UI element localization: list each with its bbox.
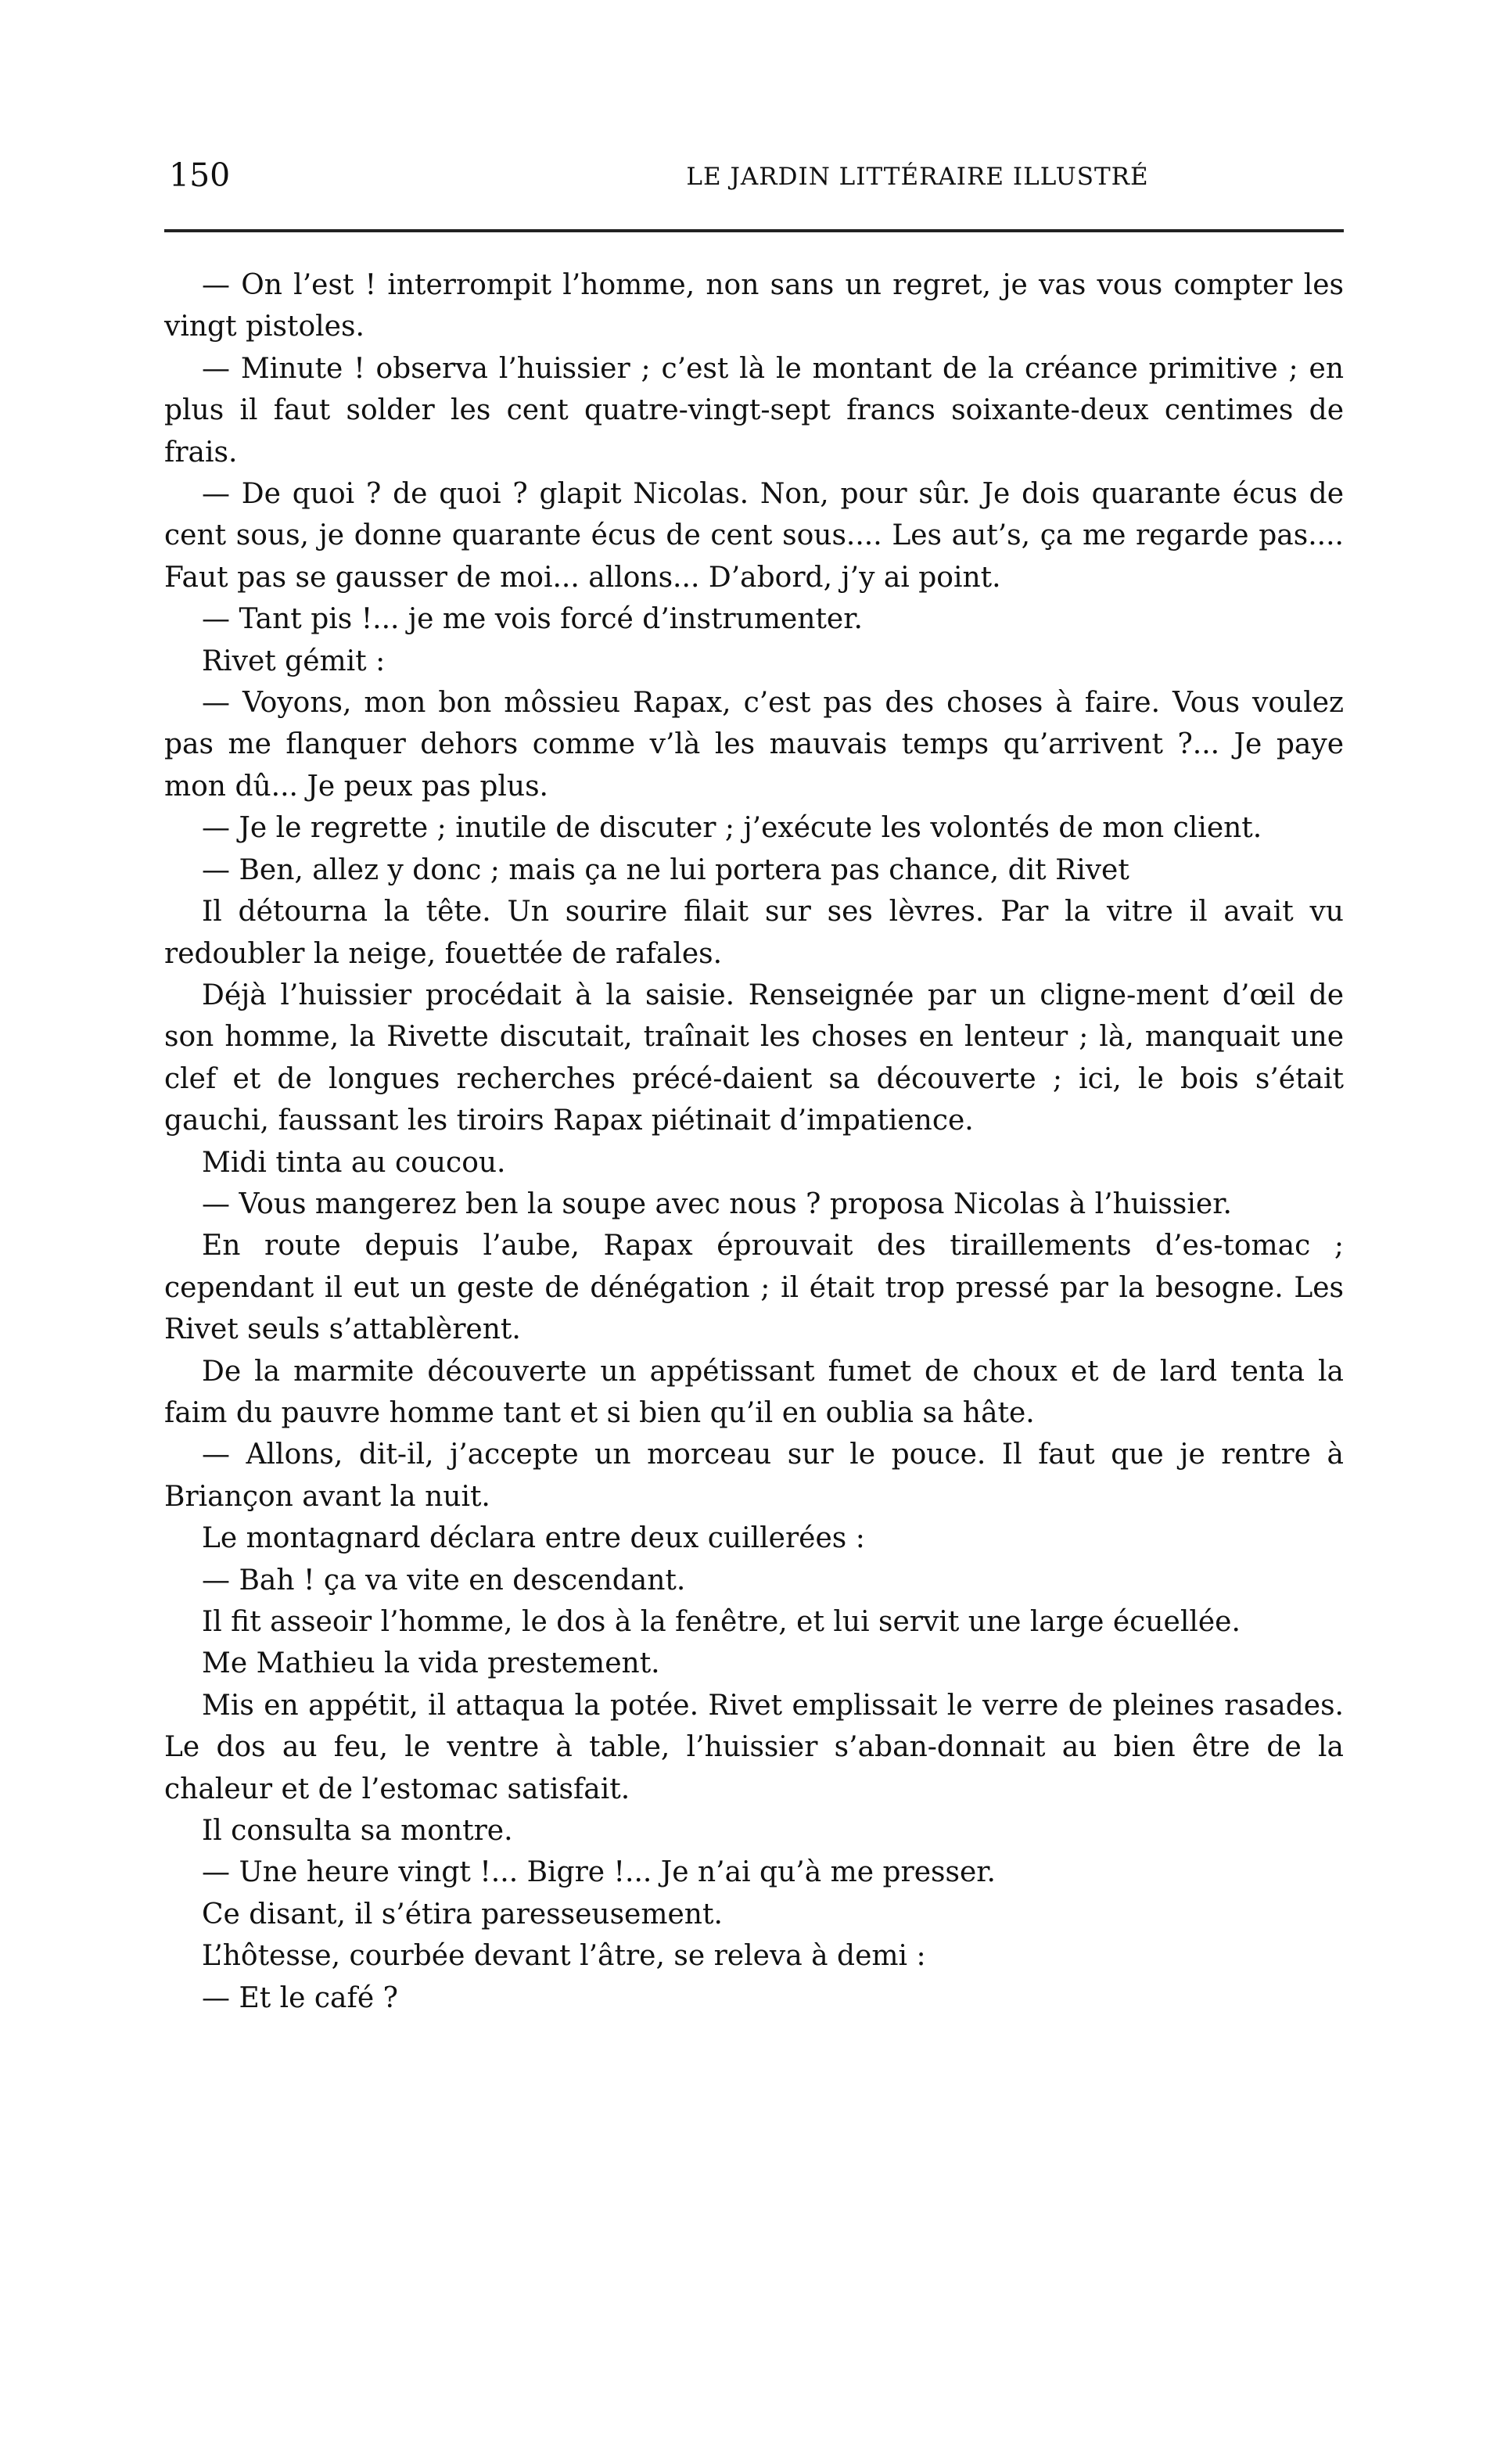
paragraph: — Bah ! ça va vite en descendant.	[202, 1564, 686, 1597]
paragraph: Me Mathieu la vida prestement.	[202, 1647, 660, 1680]
paragraph: Il fit asseoir l’homme, le dos à la fenêtre, et lui servit une large écuellée.	[202, 1606, 1241, 1638]
paragraph: Le montagnard déclara entre deux cuillerées :	[202, 1522, 865, 1555]
paragraph: — Ben, allez y donc ; mais ça ne lui portera pas chance, dit Rivet	[202, 853, 1129, 886]
paragraph: Déjà l’huissier procédait à la saisie. Renseignée par un cligne-ment d’œil de son homme, la Rivette discutait, traînait les choses en lenteur ; là, manquait une clef et de longues recherches précé-daient sa découverte ; ici, le bois s’était gauchi, faussant les tiroirs Rapax piétinait d’impatience.	[164, 979, 1344, 1137]
paragraph: Rivet gémit :	[202, 645, 386, 677]
paragraph: Midi tinta au coucou.	[202, 1146, 506, 1179]
paragraph: — De quoi ? de quoi ? glapit Nicolas. Non, pour sûr. Je dois quarante écus de cent sous, je donne quarante écus de cent sous.... Les aut’s, ça me regarde pas.... Faut pas se gausser de moi... allons... D’abord, j’y ai point.	[164, 478, 1344, 594]
paragraph: Mis en appétit, il attaqua la potée. Rivet emplissait le verre de pleines rasades. Le dos au feu, le ventre à table, l’huissier s’aban-donnait au bien être de la chaleur et de l’estomac satisfait.	[164, 1689, 1344, 1805]
paragraph: — Allons, dit-il, j’accepte un morceau sur le pouce. Il faut que je rentre à Briançon avant la nuit.	[164, 1439, 1344, 1513]
paragraph: — Et le café ?	[202, 1981, 398, 2014]
paragraph: Il consulta sa montre.	[202, 1815, 513, 1848]
page-number: 150	[169, 156, 231, 194]
paragraph: Ce disant, il s’étira paresseusement.	[202, 1898, 723, 1931]
paragraph: — Je le regrette ; inutile de discuter ; j’exécute les volontés de mon client.	[202, 812, 1262, 845]
header-rule	[164, 229, 1344, 232]
paragraph: — Voyons, mon bon môssieu Rapax, c’est pas des choses à faire. Vous voulez pas me flanquer dehors comme v’là les mauvais temps qu’arrivent ?... Je paye mon dû... Je peux pas plus.	[164, 687, 1344, 803]
paragraph: — On l’est ! interrompit l’homme, non sans un regret, je vas vous compter les vingt pistoles.	[164, 269, 1344, 343]
paragraph: — Tant pis !... je me vois forcé d’instrumenter.	[202, 603, 863, 636]
paragraph: Il détourna la tête. Un sourire filait sur ses lèvres. Par la vitre il avait vu redoubler la neige, fouettée de rafales.	[164, 896, 1344, 970]
paragraph: — Vous mangerez ben la soupe avec nous ? proposa Nicolas à l’huissier.	[202, 1187, 1232, 1220]
paragraph: En route depuis l’aube, Rapax éprouvait des tiraillements d’es-tomac ; cependant il eut un geste de dénégation ; il était trop pressé par la besogne. Les Rivet seuls s’attablèrent.	[164, 1230, 1344, 1346]
paragraph: — Minute ! observa l’huissier ; c’est là le montant de la créance primitive ; en plus il faut solder les cent quatre-vingt-sept francs soixante-deux centimes de frais.	[164, 352, 1344, 469]
running-title: LE JARDIN LITTÉRAIRE ILLUSTRÉ	[686, 163, 1149, 191]
body-text	[164, 264, 1344, 2019]
paragraph: — Une heure vingt !... Bigre !... Je n’ai qu’à me presser.	[202, 1856, 996, 1889]
paragraph: L’hôtesse, courbée devant l’âtre, se releva à demi :	[202, 1940, 926, 1973]
paragraph: De la marmite découverte un appétissant fumet de choux et de lard tenta la faim du pauvre homme tant et si bien qu’il en oublia sa hâte.	[164, 1355, 1344, 1429]
